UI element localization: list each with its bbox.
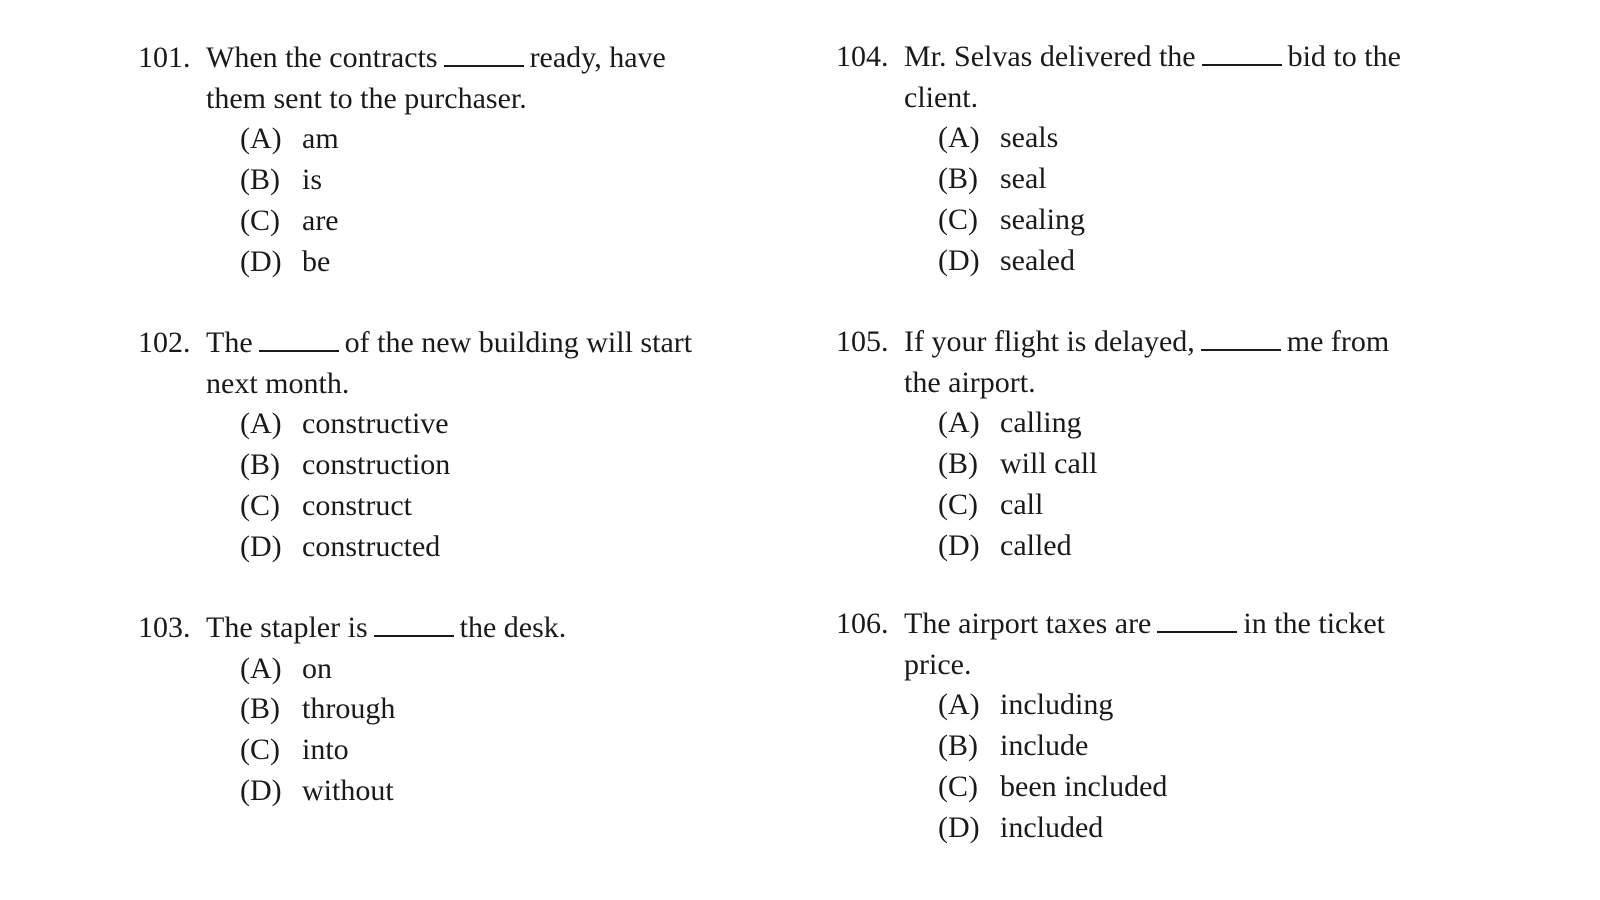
answer-option xyxy=(938,159,1464,200)
question-stem xyxy=(904,322,1464,403)
question-103 xyxy=(138,608,766,812)
answer-option xyxy=(240,445,766,486)
stem-line2: client. xyxy=(904,80,979,114)
option-text: constructed xyxy=(302,529,441,563)
stem-line2: the airport. xyxy=(904,365,1036,399)
option-letter: (D) xyxy=(938,243,980,277)
option-text: through xyxy=(302,692,396,726)
stem-after: ready, have xyxy=(529,41,666,74)
question-number: 103. xyxy=(138,611,191,644)
question-number: 105. xyxy=(836,325,889,358)
answer-option xyxy=(938,241,1464,282)
answer-option xyxy=(240,201,766,242)
option-text: seals xyxy=(1000,121,1059,155)
answer-option xyxy=(938,444,1464,485)
answer-option xyxy=(240,527,766,568)
option-text: calling xyxy=(1000,406,1082,440)
answer-option xyxy=(938,118,1464,159)
stem-after: in the ticket xyxy=(1243,607,1385,640)
option-letter: (C) xyxy=(938,487,978,521)
answer-blank xyxy=(1157,609,1237,633)
stem-after: me from xyxy=(1286,325,1390,358)
answer-blank xyxy=(1202,42,1282,66)
question-101 xyxy=(138,38,766,282)
stem-after: of the new building will start xyxy=(344,326,693,359)
option-text: construction xyxy=(302,448,451,482)
answer-option xyxy=(938,485,1464,526)
question-number: 102. xyxy=(138,326,191,359)
option-text: on xyxy=(302,651,332,685)
option-letter: (D) xyxy=(240,529,282,563)
question-stem xyxy=(206,38,766,119)
stem-before: The airport taxes are xyxy=(904,607,1152,640)
question-102 xyxy=(138,323,766,567)
answer-option xyxy=(938,726,1464,767)
option-letter: (C) xyxy=(240,733,280,767)
option-letter: (A) xyxy=(240,651,282,685)
option-letter: (A) xyxy=(240,407,282,441)
option-letter: (C) xyxy=(938,202,978,236)
question-number: 106. xyxy=(836,607,889,640)
stem-after: the desk. xyxy=(459,611,567,644)
answer-option xyxy=(938,200,1464,241)
stem-before: The stapler is xyxy=(206,611,368,644)
option-letter: (B) xyxy=(938,162,978,196)
question-106 xyxy=(836,604,1464,848)
answer-option xyxy=(938,808,1464,849)
answer-option xyxy=(938,526,1464,567)
option-letter: (A) xyxy=(938,406,980,440)
option-letter: (D) xyxy=(938,528,980,562)
answer-option xyxy=(240,119,766,160)
answer-blank xyxy=(444,43,524,67)
answer-option xyxy=(240,160,766,201)
option-letter: (B) xyxy=(938,729,978,763)
question-stem xyxy=(206,608,766,649)
option-text: into xyxy=(302,733,349,767)
option-letter: (C) xyxy=(240,203,280,237)
question-stem xyxy=(904,604,1464,685)
question-stem xyxy=(904,37,1464,118)
option-letter: (D) xyxy=(240,773,282,807)
answer-option xyxy=(240,404,766,445)
stem-after: bid to the xyxy=(1287,40,1401,73)
stem-before: Mr. Selvas delivered the xyxy=(904,40,1196,73)
stem-before: When the contracts xyxy=(206,41,438,74)
question-105 xyxy=(836,322,1464,566)
stem-line2: price. xyxy=(904,647,972,681)
answer-option xyxy=(240,689,766,730)
option-letter: (A) xyxy=(938,121,980,155)
option-text: is xyxy=(302,163,323,197)
answer-option xyxy=(938,767,1464,808)
answer-option xyxy=(240,486,766,527)
option-letter: (B) xyxy=(240,163,280,197)
option-text: am xyxy=(302,122,339,156)
question-stem xyxy=(206,323,766,404)
answer-option xyxy=(240,771,766,812)
option-text: included xyxy=(1000,810,1104,844)
option-text: without xyxy=(302,773,394,807)
option-text: be xyxy=(302,244,331,278)
question-104 xyxy=(836,37,1464,281)
option-letter: (B) xyxy=(938,447,978,481)
question-number: 104. xyxy=(836,40,889,73)
option-letter: (C) xyxy=(240,488,280,522)
stem-before: If your flight is delayed, xyxy=(904,325,1195,358)
option-text: been included xyxy=(1000,769,1168,803)
option-letter: (B) xyxy=(240,692,280,726)
option-letter: (B) xyxy=(240,448,280,482)
option-text: including xyxy=(1000,688,1114,722)
answer-option xyxy=(240,649,766,690)
option-letter: (D) xyxy=(240,244,282,278)
answer-option xyxy=(938,685,1464,726)
stem-line2: them sent to the purchaser. xyxy=(206,81,527,115)
option-text: seal xyxy=(1000,162,1047,196)
option-text: sealed xyxy=(1000,243,1075,277)
option-text: will call xyxy=(1000,447,1098,481)
option-letter: (D) xyxy=(938,810,980,844)
option-text: include xyxy=(1000,729,1089,763)
option-letter: (C) xyxy=(938,769,978,803)
answer-option xyxy=(240,242,766,283)
answer-blank xyxy=(374,613,454,637)
option-text: are xyxy=(302,203,339,237)
option-text: sealing xyxy=(1000,202,1085,236)
option-text: construct xyxy=(302,488,412,522)
answer-blank xyxy=(1201,327,1281,351)
stem-before: The xyxy=(206,326,253,359)
answer-option xyxy=(938,403,1464,444)
answer-option xyxy=(240,730,766,771)
option-letter: (A) xyxy=(938,688,980,722)
question-number: 101. xyxy=(138,41,191,74)
stem-line2: next month. xyxy=(206,366,350,400)
option-text: call xyxy=(1000,487,1044,521)
option-text: called xyxy=(1000,528,1072,562)
answer-blank xyxy=(259,328,339,352)
option-text: constructive xyxy=(302,407,449,441)
option-letter: (A) xyxy=(240,122,282,156)
